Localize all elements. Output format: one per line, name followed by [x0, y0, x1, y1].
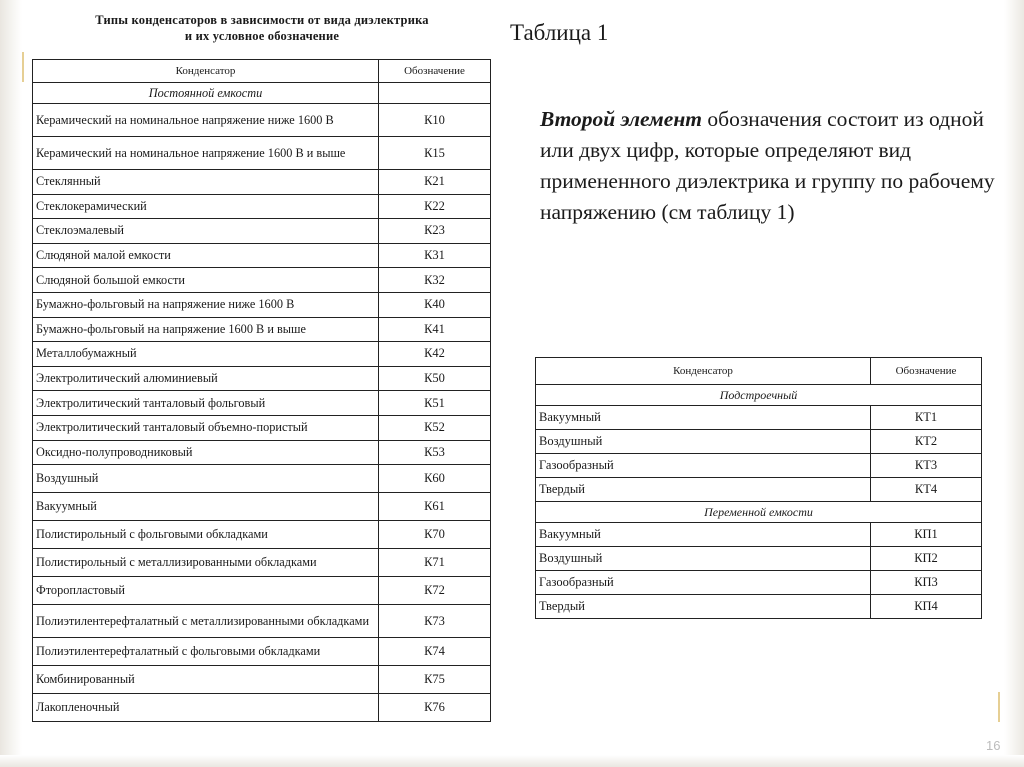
table1-row: [33, 638, 491, 666]
gold-accent-right: [998, 692, 1000, 722]
table1-cell-name: Оксидно-полупроводниковый: [33, 440, 379, 465]
bottom-page-shadow: [0, 755, 1024, 767]
table2-row: [536, 406, 982, 430]
table1-row: [33, 104, 491, 137]
table2-cell-code: КТ3: [871, 454, 982, 478]
table1-header-capacitor: Конденсатор: [33, 60, 379, 83]
table1-row: [33, 549, 491, 577]
table1-cell-name: Полистирольный с фольговыми обкладками: [33, 521, 379, 549]
table1-cell-code: К23: [379, 219, 491, 244]
table2-section-variable: Переменной емкости: [536, 502, 982, 523]
table1-cell-name: Слюдяной большой емкости: [33, 268, 379, 293]
table1-cell-code: К21: [379, 170, 491, 195]
table2-cell-name: Газообразный: [536, 571, 871, 595]
table1-row: [33, 694, 491, 722]
table2-cell-code: КТ4: [871, 478, 982, 502]
capacitor-types-table: [32, 59, 491, 722]
table1-cell-code: К61: [379, 493, 491, 521]
table1-cell-name: Стеклокерамический: [33, 194, 379, 219]
table1-cell-name: Бумажно-фольговый на напряжение ниже 1600 В: [33, 292, 379, 317]
table1-cell-code: К52: [379, 415, 491, 440]
table1-title-line2: и их условное обозначение: [184, 29, 340, 43]
table1-cell-name: Керамический на номинальное напряжение ниже 1600 В: [33, 104, 379, 137]
gold-accent-left: [22, 52, 24, 82]
table1-cell-name: Фторопластовый: [33, 577, 379, 605]
table2-cell-code: КТ2: [871, 430, 982, 454]
table1-cell-name: Слюдяной малой емкости: [33, 243, 379, 268]
table1-cell-code: К60: [379, 465, 491, 493]
table1-cell-name: Полистирольный с металлизированными обкладками: [33, 549, 379, 577]
table2-section-trimmer: Подстроечный: [536, 385, 982, 406]
table2-cell-name: Твердый: [536, 478, 871, 502]
table2-row: [536, 430, 982, 454]
table1-cell-name: Вакуумный: [33, 493, 379, 521]
table1-cell-name: Стеклоэмалевый: [33, 219, 379, 244]
table1-body: [33, 83, 491, 722]
table1-cell-name: Комбинированный: [33, 666, 379, 694]
table1-cell-code: К70: [379, 521, 491, 549]
table1-row: [33, 317, 491, 342]
table1-row: [33, 493, 491, 521]
table1-row: [33, 415, 491, 440]
table1-cell-code: К50: [379, 366, 491, 391]
table1-cell-code: К41: [379, 317, 491, 342]
table1-cell-code: К32: [379, 268, 491, 293]
table2-row: [536, 595, 982, 619]
table1-row: [33, 666, 491, 694]
table1-cell-code: К15: [379, 137, 491, 170]
table2-row: [536, 454, 982, 478]
table2-cell-code: КП2: [871, 547, 982, 571]
table1-row: [33, 391, 491, 416]
table1-row: [33, 465, 491, 493]
table1-cell-name: Полиэтилентерефталатный с фольговыми обкладками: [33, 638, 379, 666]
table2-cell-name: Вакуумный: [536, 523, 871, 547]
table1-title: [32, 12, 492, 44]
table1-row: [33, 366, 491, 391]
table1-row: [33, 219, 491, 244]
table1-row: [33, 342, 491, 367]
variable-capacitor-table: [535, 357, 982, 619]
table1-header-designation: Обозначение: [379, 60, 491, 83]
table1-row: [33, 243, 491, 268]
table2-row: [536, 478, 982, 502]
table1-row: [33, 137, 491, 170]
table2-header-designation: Обозначение: [871, 358, 982, 385]
table2-row: [536, 547, 982, 571]
table1-row: [33, 605, 491, 638]
table1-row: [33, 521, 491, 549]
paragraph-text: обозначения состоит из одной или двух цифр, которые определяют вид примененного диэлектрика и группу по рабочему напряжению (см таблицу 1): [540, 107, 995, 224]
description-paragraph: [540, 104, 1020, 228]
table1-cell-name: Электролитический танталовый объемно-пористый: [33, 415, 379, 440]
table1-cell-code: К42: [379, 342, 491, 367]
table1-cell-name: Электролитический танталовый фольговый: [33, 391, 379, 416]
table1-row: [33, 194, 491, 219]
table2-cell-name: Твердый: [536, 595, 871, 619]
table2-row: [536, 523, 982, 547]
paragraph-bold-lead: Второй элемент: [540, 107, 702, 131]
table2-cell-name: Воздушный: [536, 547, 871, 571]
table2-cell-name: Вакуумный: [536, 406, 871, 430]
table1-cell-code: К53: [379, 440, 491, 465]
table2-cell-name: Газообразный: [536, 454, 871, 478]
table1-cell-code: К76: [379, 694, 491, 722]
table1-cell-name: Керамический на номинальное напряжение 1600 В и выше: [33, 137, 379, 170]
table1-section-constant: Постоянной емкости: [33, 83, 379, 104]
table1-title-line1: Типы конденсаторов в зависимости от вида диэлектрика: [95, 13, 429, 27]
table1-cell-name: Лакопленочный: [33, 694, 379, 722]
table1-cell-code: К31: [379, 243, 491, 268]
table2-row: [536, 571, 982, 595]
table1-cell-code: К72: [379, 577, 491, 605]
table2-cell-name: Воздушный: [536, 430, 871, 454]
table1-cell-code: К10: [379, 104, 491, 137]
table2-cell-code: КТ1: [871, 406, 982, 430]
table1-cell-code: К71: [379, 549, 491, 577]
table1-cell-code: К75: [379, 666, 491, 694]
table1-cell-name: Бумажно-фольговый на напряжение 1600 В и выше: [33, 317, 379, 342]
table1-row: [33, 292, 491, 317]
table1-cell-code: К22: [379, 194, 491, 219]
table2-cell-code: КП3: [871, 571, 982, 595]
table1-cell-name: Стеклянный: [33, 170, 379, 195]
table2-body: [536, 385, 982, 619]
table1-cell-name: Полиэтилентерефталатный с металлизированными обкладками: [33, 605, 379, 638]
table2-cell-code: КП1: [871, 523, 982, 547]
table1-cell-code: К51: [379, 391, 491, 416]
table1-cell-name: Металлобумажный: [33, 342, 379, 367]
table1-row: [33, 440, 491, 465]
table2-header-capacitor: Конденсатор: [536, 358, 871, 385]
table1-cell-code: К40: [379, 292, 491, 317]
table2-cell-code: КП4: [871, 595, 982, 619]
left-page-shadow: [0, 0, 22, 767]
table1-row: [33, 577, 491, 605]
table1-cell-code: К74: [379, 638, 491, 666]
table-label: Таблица 1: [510, 20, 609, 45]
table1-row: [33, 170, 491, 195]
page-number: 16: [986, 738, 1001, 753]
table1-cell-name: Воздушный: [33, 465, 379, 493]
table1-row: [33, 268, 491, 293]
table1-cell-code: К73: [379, 605, 491, 638]
table1-cell-name: Электролитический алюминиевый: [33, 366, 379, 391]
